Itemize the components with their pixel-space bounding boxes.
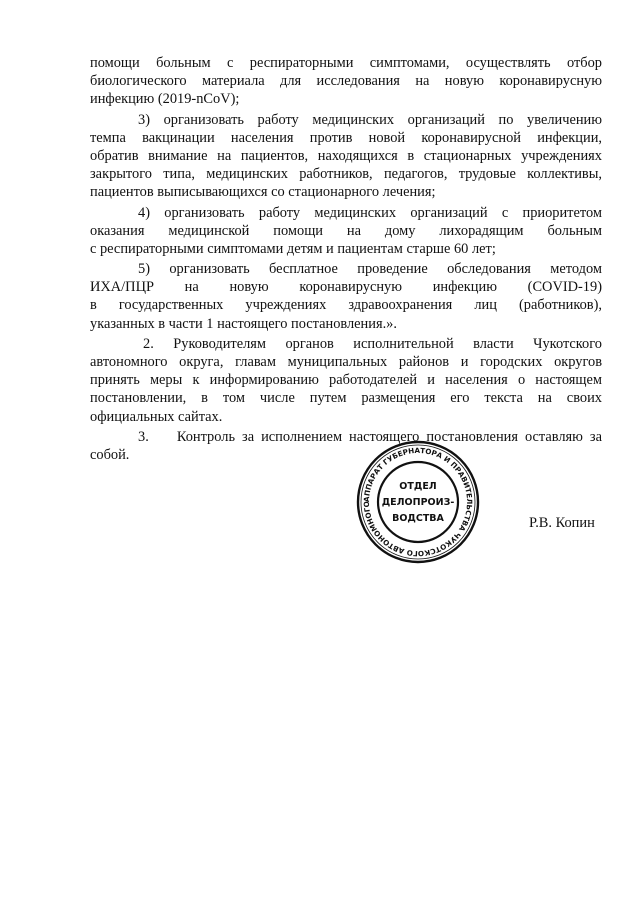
text-line: официальных сайтах. xyxy=(90,408,223,425)
stamp-line-2: ДЕЛОПРОИЗ- xyxy=(381,497,455,508)
text-line: принять меры к информированию работодателей и населения о настоящем xyxy=(90,372,602,389)
stamp-line-1: ОТДЕЛ xyxy=(399,481,437,492)
paragraph-item-5 xyxy=(90,260,602,333)
text-line: пациентов выписывающихся со стационарного лечения; xyxy=(90,184,436,201)
paragraph-item-4 xyxy=(90,204,602,259)
text-line: закрытого типа, медицинских работников, педагогов, трудовые коллективы, xyxy=(90,166,602,183)
paragraph-item-3 xyxy=(90,111,602,202)
stamp-line-3: ВОДСТВА xyxy=(392,513,444,524)
text-line: ИХА/ПЦР на новую коронавирусную инфекцию (COVID-19) xyxy=(90,279,602,296)
stamp-seal-icon xyxy=(355,439,481,565)
text-line: обратив внимание на пациентов, находящихся в стационарных учреждениях xyxy=(90,147,602,164)
text-line: оказания медицинской помощи на дому лихорадящим больным xyxy=(90,222,602,239)
text-line: указанных в части 1 настоящего постановления.». xyxy=(90,315,397,332)
text-line: 4) организовать работу медицинских организаций с приоритетом xyxy=(138,204,602,221)
text-line: 3. Контроль за исполнением настоящего постановления оставляю за xyxy=(138,428,602,445)
text-line: 2. Руководителям органов исполнительной власти Чукотского xyxy=(143,335,602,352)
text-line: помощи больным с респираторными симптомами, осуществлять отбор xyxy=(90,55,602,71)
section-3 xyxy=(90,428,602,464)
section-2 xyxy=(90,335,602,426)
text-line: собой. xyxy=(90,446,130,463)
text-line: темпа вакцинации населения против новой коронавирусной инфекции, xyxy=(90,129,602,146)
signature-name: Р.В. Копин xyxy=(529,515,595,531)
document-body xyxy=(90,54,602,464)
text-line: в государственных учреждениях здравоохранения лиц (работников), xyxy=(90,297,602,314)
text-line: с респираторными симптомами детям и пациентам старше 60 лет; xyxy=(90,240,496,257)
text-line: автономного округа, главам муниципальных районов и городских округов xyxy=(90,354,602,370)
text-line: 3) организовать работу медицинских организаций по увеличению xyxy=(138,111,602,128)
office-stamp xyxy=(355,439,481,565)
stamp-ring-text: АППАРАТ ГУБЕРНАТОРА И ПРАВИТЕЛЬСТВА ЧУКОТСКОГО АВТОНОМНОГО xyxy=(361,445,475,559)
text-line: биологического материала для исследования на новую коронавирусную xyxy=(90,73,602,90)
text-line: инфекцию (2019-nCoV); xyxy=(90,91,240,108)
paragraph-continuation xyxy=(90,54,602,109)
text-line: постановлении, в том числе путем размещения его текста на своих xyxy=(90,390,602,407)
text-line: 5) организовать бесплатное проведение обследования методом xyxy=(138,261,602,278)
